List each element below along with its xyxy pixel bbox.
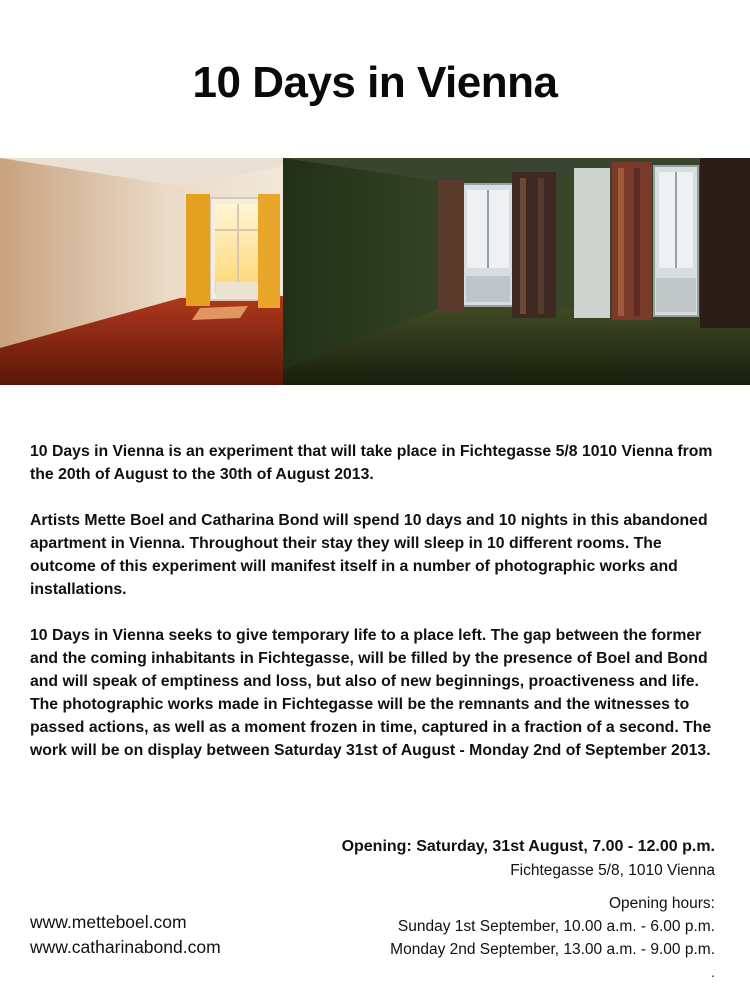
description — [30, 440, 720, 785]
opening-headline: Opening: Saturday, 31st August, 7.00 - 12.00 p.m. — [341, 838, 715, 855]
trailing-dot: . — [711, 964, 715, 980]
photo-strip — [0, 158, 750, 385]
artists-paragraph: Artists Mette Boel and Catharina Bond will spend 10 days and 10 nights in this abandoned apartment in Vienna. Throughout their stay they will sleep in 10 different rooms. The outcome of this experiment will manifest itself in a number of photographic works and installations. — [30, 512, 708, 598]
room-photos — [0, 158, 750, 385]
opening-hours-monday: Monday 2nd September, 13.00 a.m. - 9.00 p.m. — [390, 941, 715, 958]
left-room-photo — [0, 158, 283, 385]
website-link-catharinabond[interactable]: www.catharinabond.com — [30, 937, 221, 957]
website-link-metteboel[interactable]: www.metteboel.com — [30, 912, 187, 932]
opening-hours — [390, 892, 715, 961]
poster-title: 10 Days in Vienna — [192, 58, 558, 107]
opening-hours-label: Opening hours: — [609, 895, 715, 912]
intro-paragraph: 10 Days in Vienna is an experiment that will take place in Fichtegasse 5/8 1010 Vienna from the 20th of August to the 30th of August 2013. — [30, 443, 713, 483]
concept-paragraph: 10 Days in Vienna seeks to give temporary life to a place left. The gap between the former and the coming inhabitants in Fichtegasse, will be filled by the presence of Boel and Bond and will speak of emptiness and loss, but also of new beginnings, proactiveness and life. The photographic works made in Fichtegasse will be the remnants and the witnesses to passed actions, as well as a moment frozen in time, captured in a fraction of a second. The work will be on display between Saturday 31st of August - Monday 2nd of September 2013. — [30, 627, 712, 759]
venue-address: Fichtegasse 5/8, 1010 Vienna — [510, 862, 715, 879]
artist-websites — [30, 910, 221, 960]
opening-hours-sunday: Sunday 1st September, 10.00 a.m. - 6.00 p.m. — [397, 918, 715, 935]
right-room-photo — [283, 158, 750, 385]
